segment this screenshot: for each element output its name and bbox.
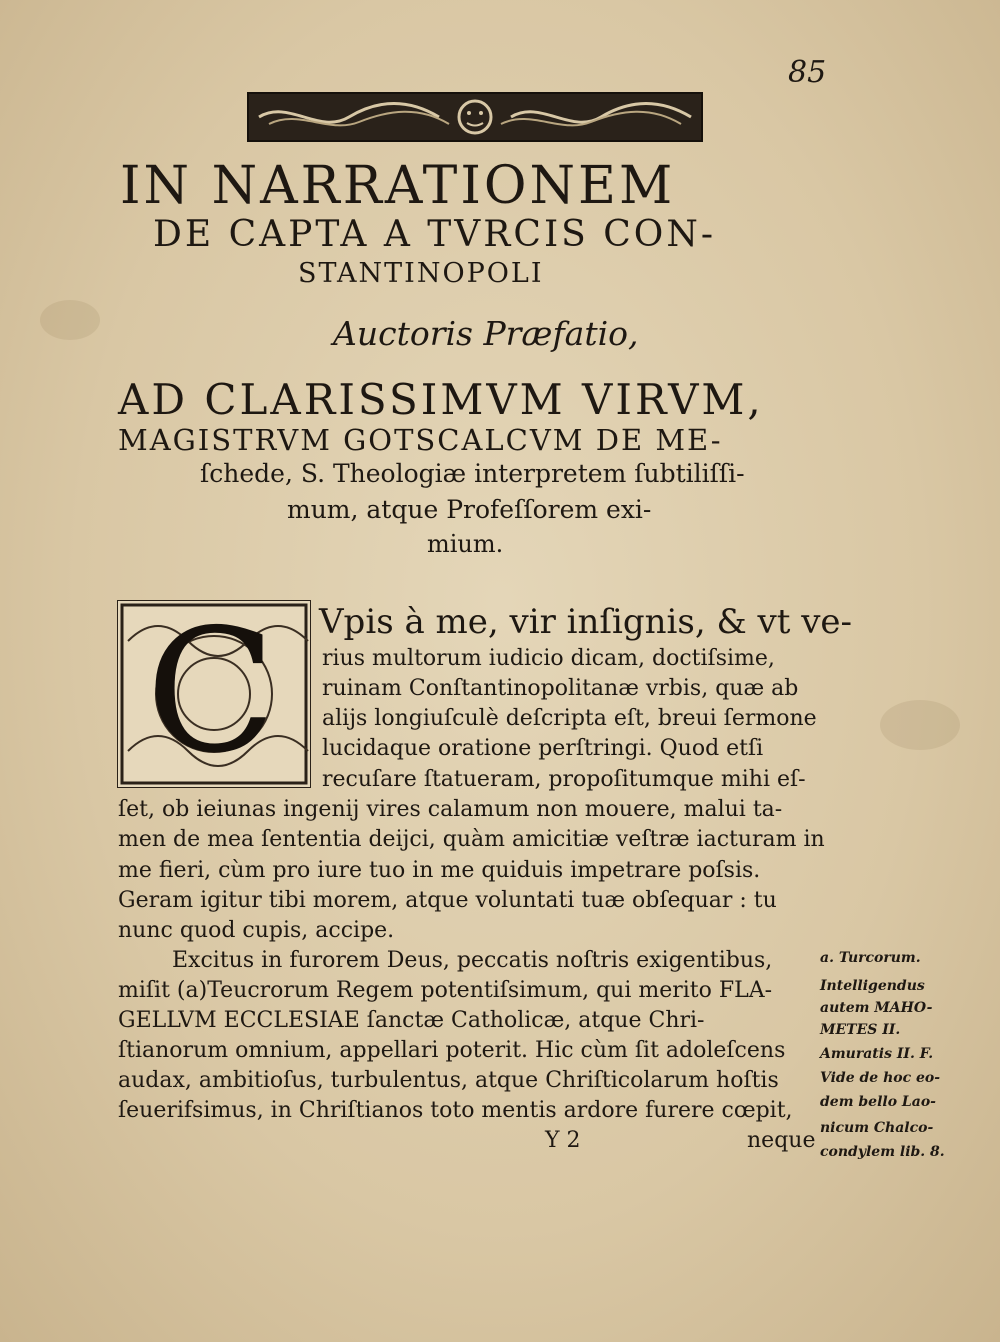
body-line: ſet, ob ieiunas ingenij vires calamum non mouere, malui ta- <box>118 797 783 822</box>
body-line: Excitus in furorem Deus, peccatis noſtris exigentibus, <box>172 948 773 973</box>
title-line-2: DE CAPTA A TVRCIS CON- <box>153 214 716 255</box>
body-line: ruinam Conſtantinopolitanæ vrbis, quæ ab <box>322 676 799 701</box>
body-line: nunc quod cupis, accipe. <box>118 918 395 943</box>
marginal-note-line: condylem lib. 8. <box>820 1144 945 1160</box>
address-line-2: MAGISTRVM GOTSCALCVM DE ME- <box>118 423 723 457</box>
body-line: ſtianorum omnium, appellari poterit. Hic cùm ſit adoleſcens <box>118 1038 786 1063</box>
body-line: audax, ambitioſus, turbulentus, atque Chriſticolarum hoſtis <box>118 1068 779 1093</box>
page-number: 85 <box>788 55 827 90</box>
body-line: GELLVM ECCLESIAE ſanctæ Catholicæ, atque Chri- <box>118 1008 705 1033</box>
catchword: neque <box>747 1128 816 1153</box>
marginal-note-line: a. Turcorum. <box>820 950 921 966</box>
body-line: recuſare ſtatueram, propoſitumque mihi eſ- <box>322 767 806 792</box>
marginal-note-line: Amuratis II. F. <box>820 1046 934 1062</box>
address-line-4: mum, atque Profeſſorem exi- <box>287 495 652 524</box>
marginal-note-line: dem bello Lao- <box>820 1094 936 1110</box>
body-line: alijs longiuſculè deſcripta eſt, breui ſermone <box>322 706 817 731</box>
preface-heading: Auctoris Præfatio, <box>333 314 639 353</box>
signature-mark: Y 2 <box>545 1128 581 1153</box>
title-line-1: IN NARRATIONEM <box>120 156 676 216</box>
body-line: miſit (a)Teucrorum Regem potentiſsimum, qui merito FLA- <box>118 978 773 1003</box>
address-line-5: mium. <box>427 530 504 558</box>
address-line-3: ſchede, S. Theologiæ interpretem ſubtiliſſi- <box>200 459 745 488</box>
paper-stain <box>880 700 960 750</box>
paper-stain <box>40 300 100 340</box>
marginal-note-line: METES II. <box>820 1022 901 1038</box>
marginal-note-line: autem MAHO- <box>820 1000 933 1016</box>
body-line: rius multorum iudicio dicam, doctiſsime, <box>322 646 775 671</box>
body-line: Vpis à me, vir inſignis, & vt ve- <box>319 602 853 642</box>
marginal-note-line: Vide de hoc eo- <box>820 1070 941 1086</box>
body-line: lucidaque oratione perſtringi. Quod etſi <box>322 736 764 761</box>
title-line-3: STANTINOPOLI <box>298 258 544 289</box>
marginal-note-line: Intelligendus <box>820 978 925 994</box>
initial-letter: C <box>146 593 277 791</box>
address-line-1: AD CLARISSIMVM VIRVM, <box>118 375 764 424</box>
body-line: men de mea ſententia deijci, quàm amicitiæ veſtræ iacturam in <box>118 827 825 852</box>
body-line: Geram igitur tibi morem, atque voluntati tuæ obſequar : tu <box>118 888 777 913</box>
ornament-headpiece-icon <box>247 92 703 142</box>
body-line: me fieri, cùm pro iure tuo in me quiduis impetrare poſsis. <box>118 858 761 883</box>
decorated-initial-frame-icon <box>117 593 311 791</box>
body-line: ſeuerifsimus, in Chriſtianos toto mentis ardore furere cœpit, <box>118 1098 793 1123</box>
marginal-note-line: nicum Chalco- <box>820 1120 934 1136</box>
